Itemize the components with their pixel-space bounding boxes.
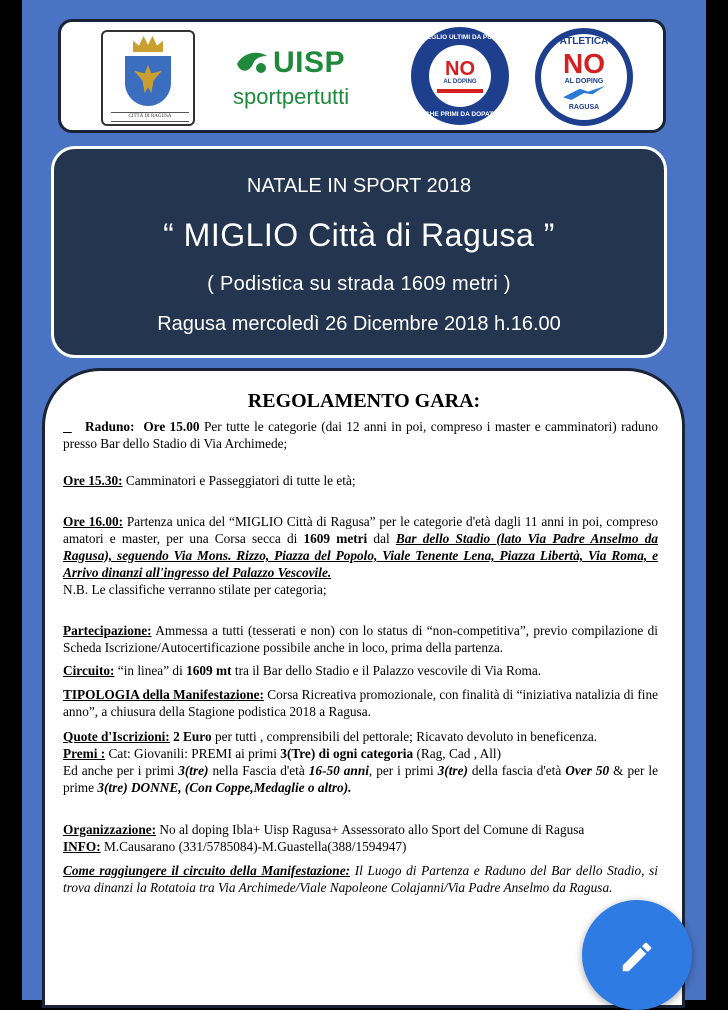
rule-come-raggiungere <box>63 862 658 896</box>
rule-raduno <box>63 418 658 452</box>
rule-key: Ore 15.30: <box>63 473 123 488</box>
rule-distance: 1609 mt <box>186 663 232 678</box>
title-card <box>51 146 667 358</box>
event-name: NATALE IN SPORT 2018 <box>246 175 472 197</box>
ragusa-crest-logo <box>101 30 195 126</box>
rule-bold: 3(Tre) di ogni categoria <box>280 746 414 761</box>
rule-text: Partenza unica del “MIGLIO Città di Ragusa” per le categorie d'età dagli 11 anni in poi, compreso amatori e master, per una Corsa secca di <box>63 514 658 546</box>
rule-bold: 3(tre) DONNE, (Con Coppe,Medaglie o altro). <box>97 780 352 795</box>
rule-bold: Over 50 <box>565 763 610 778</box>
rule-key: Organizzazione: <box>63 822 157 837</box>
rule-tipologia <box>63 686 658 720</box>
rule-text: della fascia d'età <box>467 763 566 778</box>
badge-no: NO <box>563 48 605 79</box>
rule-organizzazione <box>63 821 658 855</box>
crown-icon <box>133 36 163 52</box>
rule-text: nella Fascia d'età <box>208 763 309 778</box>
rule-key: Come raggiungere il circuito della Manifestazione: <box>63 863 351 878</box>
rule-text: Camminatori e Passeggiatori di tutte le età; <box>122 473 356 488</box>
rules-title: REGOLAMENTO GARA: <box>247 390 481 412</box>
rule-ore-1600 <box>63 513 658 598</box>
rule-circuito <box>63 662 658 679</box>
rule-key: Circuito: <box>63 663 115 678</box>
rule-key: TIPOLOGIA della Manifestazione: <box>63 687 264 702</box>
rule-text: Ed anche per i primi <box>63 763 179 778</box>
uisp-name: UISP <box>273 46 346 79</box>
badge-subtitle: AL DOPING <box>443 79 477 85</box>
rule-text: No al doping Ibla+ Uisp Ragusa+ Assessorato allo Sport del Comune di Ragusa <box>156 822 585 837</box>
rule-amount: 2 Euro <box>169 729 212 744</box>
badge-inner <box>429 45 491 107</box>
atletica-no-doping-badge <box>535 28 633 126</box>
rule-key: Partecipazione: <box>63 623 152 638</box>
rule-text: Il Luogo di Partenza e Raduno del Bar dello Stadio, si trova dinanzi la Rotatoia tra Via Archimede/Viale Napoleone Colajanni/Via Padre Anselmo da Ragusa. <box>63 863 658 895</box>
badge-top: ATLETICA <box>559 36 609 47</box>
rule-text: Per tutte le categorie (dai 12 anni in poi, compreso i master e camminatori) raduno presso Bar dello Stadio di Via Archimede; <box>63 419 658 451</box>
no-doping-badge <box>411 27 509 125</box>
uisp-subtitle: sportpertutti <box>233 84 350 109</box>
rule-partecipazione <box>63 622 658 656</box>
rule-key <box>63 419 72 434</box>
rule-text: M.Causarano (331/5785084)-M.Guastella(388/1594947) <box>100 839 407 854</box>
rule-text: per tutti , comprensibili del pettorale; Ricavato devoluto in beneficenza. <box>211 729 598 744</box>
rule-time: Ore 15.00 <box>143 419 200 434</box>
rule-key: INFO: <box>63 839 101 854</box>
rule-text: & per le prime <box>63 763 659 795</box>
rule-text: tra il Bar dello Stadio e il Palazzo vescovile di Via Roma. <box>231 663 542 678</box>
rule-note: N.B. Le classifiche verranno stilate per categoria; <box>63 582 327 597</box>
rule-text: (Rag, Cad , All) <box>413 746 502 761</box>
rule-text: Cat: Giovanili: PREMI ai primi <box>105 746 281 761</box>
badge-no: NO <box>445 58 475 80</box>
crest-ribbon: CITTÀ DI RAGUSA <box>111 112 189 122</box>
badge-bottom: RAGUSA <box>568 104 600 111</box>
rule-text: Corsa Ricreativa promozionale, con finalità di “iniziativa natalizia di fine anno”, a chiusura della Stagione podistica 2018 a Ragusa. <box>63 687 658 719</box>
rule-text: Ammessa a tutti (tesserati e non) con lo status di “non-competitiva”, previo compilazione di Scheda Iscrizione/Autocertificazione possibile anche in loco, prima della partenza. <box>63 623 658 655</box>
rule-bold: 3(tre) <box>437 763 468 778</box>
rule-route: Bar dello Stadio (lato Via Padre Anselmo da Ragusa), seguendo Via Mons. Rizzo, Piazza del Popolo, Viale Tenente Lena, Piazza Libertà, Via Roma, e Arrivo dinanzi all'ingresso del Palazzo Vescovile. <box>63 531 658 580</box>
rule-key: Quote d'Iscrizioni: <box>63 729 170 744</box>
badge-subtitle: AL DOPING <box>564 78 604 85</box>
uisp-mark-icon <box>235 50 269 76</box>
rule-key: Raduno: <box>85 419 135 434</box>
rule-bold: 16-50 anni <box>308 763 369 778</box>
rule-bold: 3(tre) <box>178 763 209 778</box>
badge-bar <box>437 89 483 93</box>
logo-strip <box>58 19 666 133</box>
race-description: ( Podistica su strada 1609 metri ) <box>207 273 511 295</box>
race-name: “ MIGLIO Città di Ragusa ” <box>163 217 555 253</box>
rule-key: Premi : <box>63 746 106 761</box>
rule-text: dal <box>367 531 396 546</box>
edit-fab-button[interactable] <box>582 900 692 1010</box>
rule-ore-1530 <box>63 472 658 489</box>
rule-distance: 1609 metri <box>303 531 368 546</box>
badge-ring-top: MEGLIO ULTIMI DA PURI <box>421 34 499 41</box>
race-date: Ragusa mercoledì 26 Dicembre 2018 h.16.00 <box>157 313 561 335</box>
rule-text: , per i primi <box>368 763 438 778</box>
pencil-icon <box>618 938 656 976</box>
rule-quote-premi <box>63 728 658 796</box>
rule-text: “in linea” di <box>114 663 187 678</box>
runner-icon <box>563 86 605 100</box>
uisp-logo <box>233 44 373 114</box>
rule-key: Ore 16.00: <box>63 514 124 529</box>
badge-ring-bottom: CHE PRIMI DA DOPATI <box>425 111 495 118</box>
